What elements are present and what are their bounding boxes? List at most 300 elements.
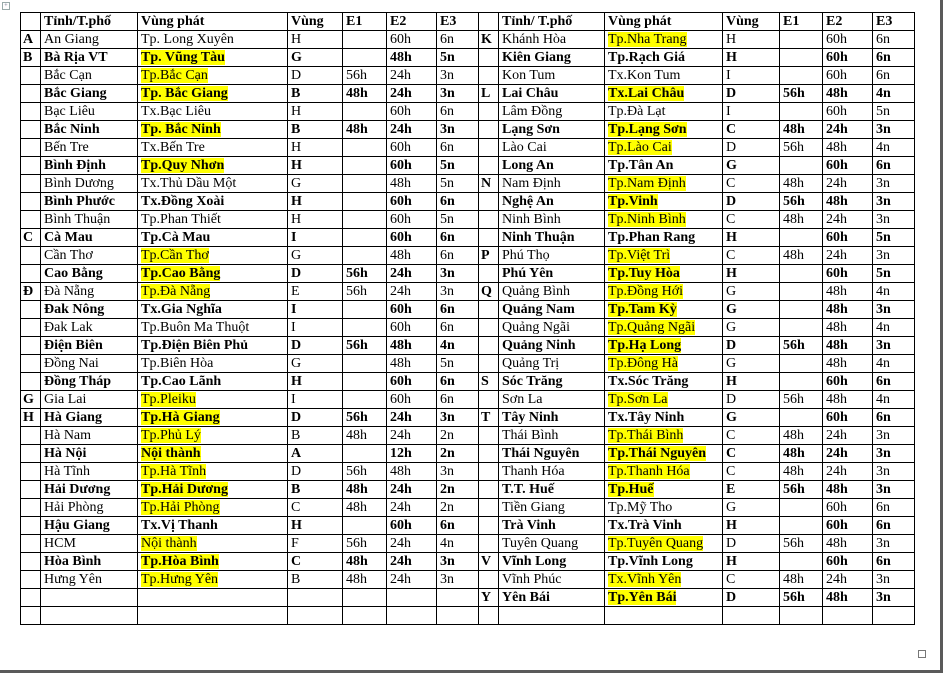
left-area-text: Tp. Long Xuyên xyxy=(141,32,234,47)
table-row xyxy=(21,67,915,85)
left-e2-cell xyxy=(387,607,437,625)
left-area-text: Tp. Vũng Tàu xyxy=(141,50,225,65)
right-zone-cell: D xyxy=(723,139,780,157)
left-e1-cell: 48h xyxy=(343,427,387,445)
left-zone-cell: H xyxy=(288,157,343,175)
left-e3-cell: 3n xyxy=(437,67,479,85)
right-e3-cell: 6n xyxy=(873,409,915,427)
left-province-cell: Hậu Giang xyxy=(41,517,138,535)
right-area-cell xyxy=(605,103,723,121)
left-e2-cell: 60h xyxy=(387,373,437,391)
left-e2-cell: 12h xyxy=(387,445,437,463)
right-e2-cell: 24h xyxy=(823,247,873,265)
right-area-text: Tp.Đồng Hới xyxy=(608,284,684,299)
left-e1-cell xyxy=(343,175,387,193)
left-e2-cell xyxy=(387,589,437,607)
left-e2-cell: 24h xyxy=(387,283,437,301)
right-e2-cell: 48h xyxy=(823,139,873,157)
right-letter-cell xyxy=(479,103,499,121)
right-area-text: Tp.Ninh Bình xyxy=(608,212,686,227)
right-area-cell xyxy=(605,553,723,571)
right-area-text: Tx.Lai Châu xyxy=(608,86,685,101)
right-province-cell: Trà Vinh xyxy=(499,517,605,535)
left-province-cell: An Giang xyxy=(41,31,138,49)
right-e1-cell xyxy=(780,31,823,49)
left-area-cell xyxy=(138,337,288,355)
right-area-cell xyxy=(605,193,723,211)
left-e1-cell xyxy=(343,355,387,373)
right-e3-cell: 3n xyxy=(873,193,915,211)
right-province-cell: Thanh Hóa xyxy=(499,463,605,481)
left-e3-cell: 3n xyxy=(437,283,479,301)
header-province-right: Tỉnh/ T.phố xyxy=(499,13,605,31)
left-letter-cell xyxy=(21,211,41,229)
left-zone-cell: G xyxy=(288,49,343,67)
right-e1-cell xyxy=(780,517,823,535)
right-letter-cell: Y xyxy=(479,589,499,607)
left-e2-cell: 60h xyxy=(387,193,437,211)
right-zone-cell: C xyxy=(723,463,780,481)
left-e3-cell xyxy=(437,589,479,607)
table-body xyxy=(21,31,915,625)
right-letter-cell xyxy=(479,499,499,517)
left-e3-cell: 6n xyxy=(437,373,479,391)
left-e1-cell: 48h xyxy=(343,85,387,103)
left-e2-cell: 48h xyxy=(387,247,437,265)
header-e3: E3 xyxy=(437,13,479,31)
right-area-cell xyxy=(605,499,723,517)
left-province-cell: Hà Nội xyxy=(41,445,138,463)
right-e3-cell: 3n xyxy=(873,481,915,499)
right-letter-cell xyxy=(479,463,499,481)
right-e2-cell: 24h xyxy=(823,427,873,445)
left-letter-cell xyxy=(21,463,41,481)
right-province-cell: Yên Bái xyxy=(499,589,605,607)
table-row xyxy=(21,517,915,535)
right-area-cell xyxy=(605,607,723,625)
right-e3-cell: 3n xyxy=(873,337,915,355)
right-area-cell xyxy=(605,265,723,283)
right-province-cell: Quảng Ngãi xyxy=(499,319,605,337)
left-e2-cell: 48h xyxy=(387,49,437,67)
left-e3-cell: 4n xyxy=(437,337,479,355)
left-zone-cell xyxy=(288,607,343,625)
table-row xyxy=(21,553,915,571)
left-province-cell: Hòa Bình xyxy=(41,553,138,571)
right-e2-cell: 48h xyxy=(823,589,873,607)
table-row xyxy=(21,85,915,103)
left-e1-cell: 48h xyxy=(343,499,387,517)
left-e3-cell: 3n xyxy=(437,121,479,139)
left-e1-cell: 48h xyxy=(343,481,387,499)
left-area-text: Tp.Hải Dương xyxy=(141,482,228,497)
right-province-cell: Khánh Hòa xyxy=(499,31,605,49)
left-zone-cell: E xyxy=(288,283,343,301)
right-area-cell xyxy=(605,247,723,265)
header-e1-right: E1 xyxy=(780,13,823,31)
left-area-text: Tp.Quy Nhơn xyxy=(141,158,225,173)
table-row xyxy=(21,283,915,301)
left-e2-cell: 24h xyxy=(387,121,437,139)
left-area-text: Tx.Bến Tre xyxy=(141,140,205,155)
right-province-cell: Nam Định xyxy=(499,175,605,193)
left-area-cell xyxy=(138,481,288,499)
left-e2-cell: 24h xyxy=(387,499,437,517)
right-province-cell: Tuyên Quang xyxy=(499,535,605,553)
right-e3-cell: 6n xyxy=(873,49,915,67)
left-letter-cell xyxy=(21,517,41,535)
right-area-text: Tp.Huế xyxy=(608,482,654,497)
left-area-cell xyxy=(138,103,288,121)
left-e2-cell: 60h xyxy=(387,391,437,409)
left-e3-cell: 3n xyxy=(437,265,479,283)
right-area-text: Tp.Tuy Hòa xyxy=(608,266,680,281)
left-area-cell xyxy=(138,175,288,193)
right-e1-cell xyxy=(780,553,823,571)
right-letter-cell xyxy=(479,121,499,139)
right-e3-cell: 3n xyxy=(873,571,915,589)
left-e2-cell: 24h xyxy=(387,571,437,589)
right-zone-cell: D xyxy=(723,193,780,211)
left-province-cell: Đồng Tháp xyxy=(41,373,138,391)
left-e3-cell: 2n xyxy=(437,427,479,445)
right-province-cell: Vĩnh Phúc xyxy=(499,571,605,589)
left-area-text: Tp.Cần Thơ xyxy=(141,248,209,263)
right-area-cell xyxy=(605,445,723,463)
left-letter-cell: G xyxy=(21,391,41,409)
left-area-cell xyxy=(138,139,288,157)
right-e1-cell xyxy=(780,373,823,391)
right-e2-cell: 60h xyxy=(823,553,873,571)
right-letter-cell xyxy=(479,67,499,85)
right-letter-cell xyxy=(479,193,499,211)
table-row xyxy=(21,301,915,319)
right-e1-cell: 48h xyxy=(780,463,823,481)
left-e1-cell xyxy=(343,157,387,175)
right-area-cell xyxy=(605,517,723,535)
left-e2-cell: 60h xyxy=(387,103,437,121)
right-letter-cell: K xyxy=(479,31,499,49)
right-area-cell xyxy=(605,211,723,229)
left-area-text: Tp.Bắc Cạn xyxy=(141,68,208,83)
right-e3-cell: 4n xyxy=(873,139,915,157)
left-e2-cell: 60h xyxy=(387,139,437,157)
right-zone-cell: D xyxy=(723,535,780,553)
right-province-cell: Lâm Đồng xyxy=(499,103,605,121)
right-zone-cell: C xyxy=(723,121,780,139)
left-e1-cell xyxy=(343,301,387,319)
right-letter-cell: V xyxy=(479,553,499,571)
right-area-text: Tp.Đông Hà xyxy=(608,356,678,371)
left-province-cell: Bắc Ninh xyxy=(41,121,138,139)
right-e2-cell: 48h xyxy=(823,193,873,211)
right-e2-cell: 48h xyxy=(823,391,873,409)
right-letter-cell xyxy=(479,319,499,337)
right-area-cell xyxy=(605,157,723,175)
left-zone-cell: G xyxy=(288,355,343,373)
left-e2-cell: 60h xyxy=(387,211,437,229)
left-e1-cell xyxy=(343,373,387,391)
right-e3-cell: 3n xyxy=(873,463,915,481)
table-row xyxy=(21,247,915,265)
left-e1-cell: 48h xyxy=(343,553,387,571)
right-letter-cell xyxy=(479,607,499,625)
left-e3-cell: 2n xyxy=(437,445,479,463)
right-area-text: Tp.Tân An xyxy=(608,158,674,173)
left-e3-cell: 5n xyxy=(437,211,479,229)
left-area-text: Tp.Hưng Yên xyxy=(141,572,219,587)
left-province-cell: Bắc Cạn xyxy=(41,67,138,85)
right-area-text: Tx.Sóc Trăng xyxy=(608,374,689,389)
right-province-cell: Ninh Bình xyxy=(499,211,605,229)
left-province-cell: Đak Lak xyxy=(41,319,138,337)
left-e3-cell xyxy=(437,607,479,625)
right-province-cell: Lai Châu xyxy=(499,85,605,103)
left-e1-cell xyxy=(343,229,387,247)
right-e1-cell xyxy=(780,265,823,283)
table-row xyxy=(21,373,915,391)
left-area-text: Tp.Cao Lãnh xyxy=(141,374,222,389)
right-e3-cell: 4n xyxy=(873,283,915,301)
right-letter-cell xyxy=(479,391,499,409)
right-e1-cell xyxy=(780,319,823,337)
left-e2-cell: 48h xyxy=(387,463,437,481)
table-row xyxy=(21,265,915,283)
left-zone-cell: B xyxy=(288,481,343,499)
right-e1-cell: 56h xyxy=(780,481,823,499)
right-e1-cell xyxy=(780,355,823,373)
left-e1-cell: 56h xyxy=(343,265,387,283)
right-zone-cell: G xyxy=(723,409,780,427)
header-area: Vùng phát xyxy=(138,13,288,31)
right-letter-cell xyxy=(479,481,499,499)
left-e2-cell: 24h xyxy=(387,427,437,445)
left-e1-cell: 48h xyxy=(343,121,387,139)
right-letter-cell: P xyxy=(479,247,499,265)
left-e2-cell: 48h xyxy=(387,175,437,193)
left-e3-cell: 6n xyxy=(437,31,479,49)
right-zone-cell: D xyxy=(723,391,780,409)
left-province-cell: Bình Phước xyxy=(41,193,138,211)
right-e3-cell: 3n xyxy=(873,211,915,229)
right-zone-cell: E xyxy=(723,481,780,499)
left-area-text: Tp.Pleiku xyxy=(141,392,196,407)
right-province-cell: Sơn La xyxy=(499,391,605,409)
left-e2-cell: 24h xyxy=(387,409,437,427)
table-row xyxy=(21,445,915,463)
left-e3-cell: 6n xyxy=(437,319,479,337)
right-area-cell xyxy=(605,589,723,607)
right-e1-cell: 48h xyxy=(780,211,823,229)
left-e2-cell: 24h xyxy=(387,535,437,553)
left-letter-cell: H xyxy=(21,409,41,427)
left-zone-cell: C xyxy=(288,499,343,517)
right-area-text: Tp.Vinh xyxy=(608,194,658,209)
left-area-text: Tp.Phủ Lý xyxy=(141,428,201,443)
right-area-text: Tx.Vĩnh Yên xyxy=(608,572,682,587)
left-e3-cell: 6n xyxy=(437,103,479,121)
left-area-cell xyxy=(138,427,288,445)
left-area-text: Tx.Bạc Liêu xyxy=(141,104,211,119)
right-e1-cell: 48h xyxy=(780,427,823,445)
right-province-cell: Ninh Thuận xyxy=(499,229,605,247)
right-e3-cell: 6n xyxy=(873,31,915,49)
left-area-text: Tx.Gia Nghĩa xyxy=(141,302,222,317)
right-area-cell xyxy=(605,31,723,49)
table-row xyxy=(21,535,915,553)
table-resize-handle[interactable] xyxy=(918,650,926,658)
left-e3-cell: 3n xyxy=(437,571,479,589)
right-e2-cell: 48h xyxy=(823,535,873,553)
left-area-text: Tx.Vị Thanh xyxy=(141,518,218,533)
right-letter-cell xyxy=(479,355,499,373)
left-area-text: Tp.Biên Hòa xyxy=(141,356,214,371)
left-province-cell: Đồng Nai xyxy=(41,355,138,373)
left-province-cell: Đak Nông xyxy=(41,301,138,319)
left-area-cell xyxy=(138,283,288,301)
table-row xyxy=(21,571,915,589)
left-e3-cell: 5n xyxy=(437,49,479,67)
left-letter-cell xyxy=(21,67,41,85)
right-letter-cell xyxy=(479,571,499,589)
right-e1-cell: 48h xyxy=(780,571,823,589)
table-row xyxy=(21,409,915,427)
left-e3-cell: 2n xyxy=(437,481,479,499)
right-area-text: Tp.Mỹ Tho xyxy=(608,500,673,515)
right-e2-cell: 60h xyxy=(823,67,873,85)
left-e1-cell: 56h xyxy=(343,463,387,481)
table-header-row xyxy=(21,13,915,31)
right-area-text: Tp.Hạ Long xyxy=(608,338,682,353)
right-area-cell xyxy=(605,373,723,391)
right-e2-cell: 60h xyxy=(823,229,873,247)
right-e1-cell xyxy=(780,283,823,301)
left-zone-cell: D xyxy=(288,265,343,283)
right-area-cell xyxy=(605,49,723,67)
header-zone: Vùng xyxy=(288,13,343,31)
left-province-cell: Bình Thuận xyxy=(41,211,138,229)
left-province-cell: Đà Nẵng xyxy=(41,283,138,301)
right-letter-cell xyxy=(479,535,499,553)
left-e3-cell: 6n xyxy=(437,139,479,157)
table-row xyxy=(21,589,915,607)
right-e1-cell: 48h xyxy=(780,445,823,463)
right-e1-cell: 56h xyxy=(780,85,823,103)
left-zone-cell: B xyxy=(288,571,343,589)
table-row xyxy=(21,337,915,355)
right-province-cell: Vĩnh Long xyxy=(499,553,605,571)
table-row xyxy=(21,229,915,247)
left-province-cell: Hà Giang xyxy=(41,409,138,427)
right-zone-cell: H xyxy=(723,229,780,247)
right-e1-cell xyxy=(780,607,823,625)
right-e2-cell: 60h xyxy=(823,265,873,283)
right-area-text: Tp.Lào Cai xyxy=(608,140,672,155)
right-e1-cell xyxy=(780,409,823,427)
right-zone-cell: D xyxy=(723,85,780,103)
left-area-cell xyxy=(138,499,288,517)
right-province-cell: Quảng Ninh xyxy=(499,337,605,355)
table-move-handle-icon[interactable]: + xyxy=(2,2,10,10)
left-area-text: Tp. Bắc Giang xyxy=(141,86,228,101)
right-e2-cell: 24h xyxy=(823,571,873,589)
table-row xyxy=(21,427,915,445)
right-letter-cell xyxy=(479,157,499,175)
left-e1-cell xyxy=(343,31,387,49)
right-province-cell: Tây Ninh xyxy=(499,409,605,427)
left-zone-cell: H xyxy=(288,211,343,229)
left-province-cell: Bình Dương xyxy=(41,175,138,193)
right-e1-cell xyxy=(780,301,823,319)
right-province-cell: T.T. Huế xyxy=(499,481,605,499)
left-letter-cell xyxy=(21,499,41,517)
left-e2-cell: 24h xyxy=(387,265,437,283)
right-letter-cell xyxy=(479,211,499,229)
left-zone-cell: B xyxy=(288,85,343,103)
right-zone-cell: C xyxy=(723,427,780,445)
right-zone-cell: H xyxy=(723,31,780,49)
right-letter-cell: N xyxy=(479,175,499,193)
right-province-cell: Thái Bình xyxy=(499,427,605,445)
right-e1-cell xyxy=(780,67,823,85)
left-e1-cell: 56h xyxy=(343,283,387,301)
right-province-cell: Lạng Sơn xyxy=(499,121,605,139)
left-letter-cell xyxy=(21,445,41,463)
left-area-text: Tp.Điện Biên Phủ xyxy=(141,338,248,353)
table-row xyxy=(21,499,915,517)
left-zone-cell: D xyxy=(288,409,343,427)
left-e1-cell: 56h xyxy=(343,67,387,85)
left-area-cell xyxy=(138,265,288,283)
left-area-cell xyxy=(138,229,288,247)
left-area-text: Tp.Phan Thiết xyxy=(141,212,221,227)
right-area-text: Tp.Nha Trang xyxy=(608,32,687,47)
right-area-cell xyxy=(605,67,723,85)
left-zone-cell: H xyxy=(288,517,343,535)
left-province-cell xyxy=(41,607,138,625)
right-zone-cell: G xyxy=(723,319,780,337)
left-e1-cell: 56h xyxy=(343,337,387,355)
right-e3-cell: 4n xyxy=(873,85,915,103)
right-province-cell: Quảng Trị xyxy=(499,355,605,373)
left-e1-cell xyxy=(343,193,387,211)
left-area-text: Tp.Cà Mau xyxy=(141,230,211,245)
left-zone-cell: I xyxy=(288,391,343,409)
right-e3-cell: 3n xyxy=(873,589,915,607)
right-letter-cell: S xyxy=(479,373,499,391)
table-row xyxy=(21,31,915,49)
right-e3-cell: 4n xyxy=(873,391,915,409)
left-zone-cell: B xyxy=(288,427,343,445)
right-e1-cell: 48h xyxy=(780,175,823,193)
right-area-cell xyxy=(605,409,723,427)
left-e2-cell: 60h xyxy=(387,517,437,535)
right-zone-cell: G xyxy=(723,499,780,517)
right-e2-cell: 48h xyxy=(823,355,873,373)
left-area-text: Tp.Đà Nẵng xyxy=(141,284,211,299)
left-area-cell xyxy=(138,49,288,67)
right-letter-cell xyxy=(479,517,499,535)
left-letter-cell xyxy=(21,319,41,337)
right-zone-cell: C xyxy=(723,247,780,265)
left-e3-cell: 6n xyxy=(437,301,479,319)
left-area-cell xyxy=(138,445,288,463)
right-e2-cell: 60h xyxy=(823,499,873,517)
right-e3-cell: 3n xyxy=(873,175,915,193)
left-e3-cell: 3n xyxy=(437,85,479,103)
left-zone-cell: G xyxy=(288,247,343,265)
right-letter-cell xyxy=(479,229,499,247)
